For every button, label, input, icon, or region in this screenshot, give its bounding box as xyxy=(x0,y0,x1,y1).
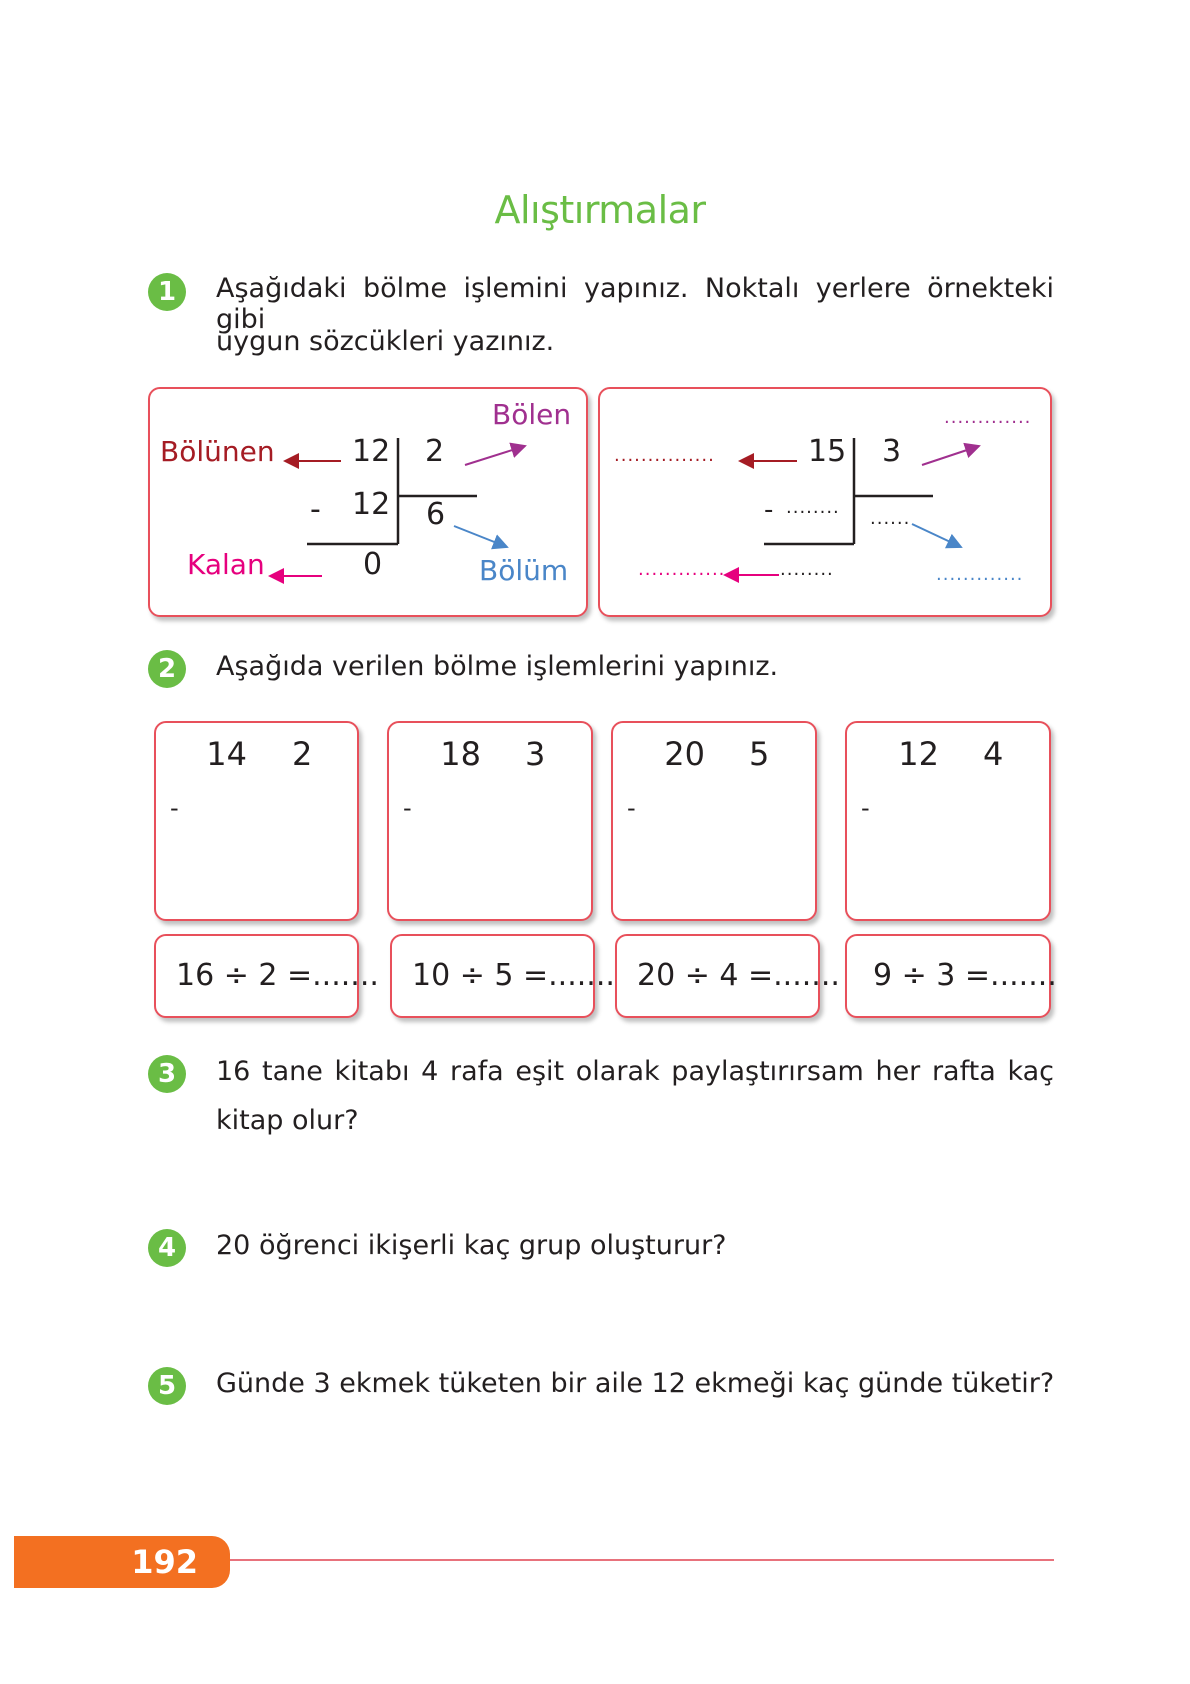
question-1-line-2: uygun sözcükleri yazınız. xyxy=(216,326,555,357)
division-box-3[interactable] xyxy=(611,721,817,921)
footer-divider xyxy=(230,1559,1054,1561)
exercise-subtracted-blank[interactable]: ........ xyxy=(786,497,840,518)
division-minus: - xyxy=(403,794,412,822)
division-minus: - xyxy=(170,794,179,822)
division-divisor: 4 xyxy=(983,735,1004,773)
division-minus: - xyxy=(861,794,870,822)
question-number-3: 3 xyxy=(148,1055,186,1093)
equation: 16 ÷ 2 =....... xyxy=(176,958,379,993)
division-box-2[interactable] xyxy=(387,721,593,921)
quotient-label-blank[interactable]: ............. xyxy=(936,564,1024,585)
division-divisor: 3 xyxy=(525,735,546,773)
example-divisor: 2 xyxy=(425,434,445,469)
question-2-text: Aşağıda verilen bölme işlemlerini yapınız. xyxy=(216,651,779,682)
exercise-minus: - xyxy=(764,495,774,525)
equation-box-3[interactable] xyxy=(615,934,840,1018)
equation-box-1[interactable] xyxy=(154,934,379,1018)
division-box-4[interactable] xyxy=(845,721,1051,921)
dividend-label-blank[interactable]: ............... xyxy=(614,445,715,466)
remainder-label-blank[interactable]: ............. xyxy=(638,559,726,580)
page-number: 192 xyxy=(14,1536,230,1588)
example-minus: - xyxy=(310,492,321,527)
exercise-divisor: 3 xyxy=(882,434,902,469)
exercise-quotient-blank[interactable]: ...... xyxy=(870,508,911,529)
exercise-remainder-blank[interactable]: ........ xyxy=(780,559,834,580)
question-number-4: 4 xyxy=(148,1229,186,1267)
question-1-line-1: Aşağıdaki bölme işlemini yapınız. Noktalı yerlere örnekteki gibi xyxy=(216,273,1054,335)
division-dividend: 12 xyxy=(898,735,939,773)
divisor-label: Bölen xyxy=(492,398,572,431)
question-number-1: 1 xyxy=(148,273,186,311)
division-divisor: 2 xyxy=(292,735,313,773)
question-number-2: 2 xyxy=(148,650,186,688)
question-number-5: 5 xyxy=(148,1367,186,1405)
dividend-label: Bölünen xyxy=(160,435,275,468)
equation-box-4[interactable] xyxy=(845,934,1057,1018)
example-dividend: 12 xyxy=(352,434,391,469)
equation: 20 ÷ 4 =....... xyxy=(637,958,840,993)
question-4-text: 20 öğrenci ikişerli kaç grup oluşturur? xyxy=(216,1230,727,1261)
equation: 9 ÷ 3 =....... xyxy=(873,958,1057,993)
divisor-label-blank[interactable]: ............. xyxy=(944,407,1032,428)
page-title: Alıştırmalar xyxy=(494,188,706,232)
question-3-line-2: kitap olur? xyxy=(216,1105,359,1136)
division-minus: - xyxy=(627,794,636,822)
example-remainder: 0 xyxy=(363,547,383,582)
remainder-label: Kalan xyxy=(187,548,265,581)
equation: 10 ÷ 5 =....... xyxy=(412,958,615,993)
question-3-line-1: 16 tane kitabı 4 rafa eşit olarak paylaştırırsam her rafta kaç xyxy=(216,1056,1054,1087)
equation-box-2[interactable] xyxy=(390,934,615,1018)
division-dividend: 18 xyxy=(440,735,481,773)
division-dividend: 14 xyxy=(206,735,247,773)
example-subtracted: 12 xyxy=(352,487,391,522)
division-box-1[interactable] xyxy=(154,721,359,921)
example-quotient: 6 xyxy=(426,497,446,532)
question-5-text: Günde 3 ekmek tüketen bir aile 12 ekmeği kaç günde tüketir? xyxy=(216,1368,1055,1399)
division-dividend: 20 xyxy=(664,735,705,773)
division-divisor: 5 xyxy=(749,735,770,773)
exercise-dividend: 15 xyxy=(808,434,847,469)
quotient-label: Bölüm xyxy=(479,554,569,587)
